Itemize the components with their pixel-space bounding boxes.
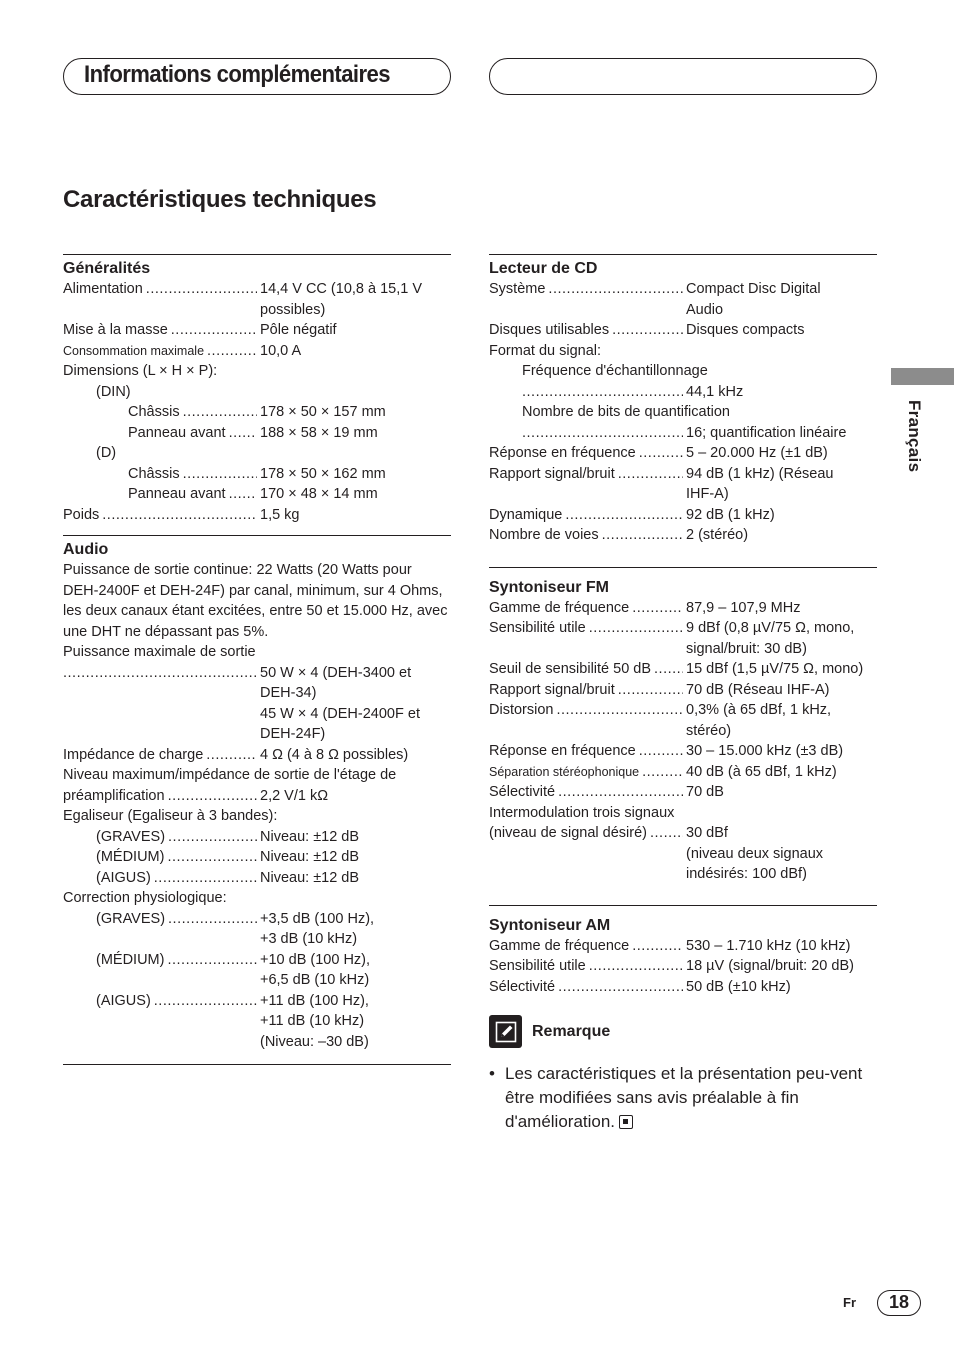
spec-key: (MÉDIUM) [96,951,165,968]
note-header [489,1015,877,1048]
spec-row [63,279,451,320]
spec-value: 178 × 50 × 157 mm [260,404,386,420]
spec-value: 530 – 1.710 kHz (10 kHz) [686,937,851,954]
spec-value: 14,4 V CC (10,8 à 15,1 V [260,281,423,297]
spec-value: 30 dBf [686,825,728,841]
audio-title: Audio [63,541,109,558]
spec-key: Gamme de fréquence [489,937,630,954]
pencil-note-icon [489,1015,522,1048]
fm-title: Syntoniseur FM [489,578,610,596]
spec-value: possibles) [260,301,326,318]
spec-key: Puissance maximale de sortie [63,644,256,660]
spec-key: (niveau de signal désiré) [489,825,647,841]
generalites-title: Généralités [63,260,151,277]
spec-value: 92 dB (1 kHz) [686,506,775,523]
spec-key: Niveau maximum/impédance de sortie de l'étage de [63,767,397,783]
spec-value: 188 × 58 × 19 mm [260,424,378,441]
bullet: • [489,1064,495,1083]
spec-key: Système [489,281,546,297]
spec-value: (Niveau: –30 dB) [260,1033,369,1050]
spec-value: DEH-34) [260,685,317,701]
spec-row [489,505,877,526]
spec-row [63,505,451,526]
spec-subheading: (DIN) [96,383,131,400]
generalites-block [63,254,451,525]
footer-language: Fr [843,1295,856,1310]
spec-value: signal/bruit: 30 dB) [686,640,807,657]
spec-value: +6,5 dB (10 kHz) [260,972,370,988]
spec-key: Distorsion [489,702,554,718]
spec-value: Niveau: ±12 dB [260,828,360,845]
spec-value: 15 dBf (1,5 µV/75 Ω, mono) [686,661,864,677]
note-text: Les caractéristiques et la présentation peu-vent être modifiées sans avis préalable à fin d'amélioration. [505,1064,863,1131]
cd-block [489,254,877,546]
page-number: 18 [877,1290,921,1316]
spec-key: Alimentation [63,281,143,297]
spec-value: 50 W × 4 (DEH-3400 et [260,664,412,681]
fm-block [489,567,877,885]
spec-value: Pôle négatif [260,322,337,338]
spec-row [489,525,877,546]
spec-value: 50 dB (±10 kHz) [686,978,791,995]
spec-row [63,663,451,745]
spec-key: Panneau avant [128,424,226,441]
spec-row [489,279,877,320]
spec-row [489,618,877,659]
spec-row [489,423,877,444]
spec-value: 178 × 50 × 162 mm [260,465,386,482]
spec-value: stéréo) [686,722,732,739]
spec-row [63,423,451,444]
spec-key: Sélectivité [489,978,556,995]
spec-row [489,443,877,464]
spec-row [63,484,451,505]
spec-value: 40 dB (à 65 dBf, 1 kHz) [686,763,837,780]
spec-row [489,782,877,803]
spec-row [489,956,877,977]
spec-key: Nombre de voies [489,527,599,543]
spec-key: Rapport signal/bruit [489,681,615,698]
section-title: Caractéristiques techniques [63,186,377,213]
spec-value: 2,2 V/1 kΩ [260,787,329,804]
spec-row [489,823,877,885]
audio-bottom-rule [63,1052,451,1065]
spec-key: (GRAVES) [96,910,166,927]
spec-row [489,936,877,957]
spec-row [489,680,877,701]
spec-value: 44,1 kHz [686,383,744,400]
spec-key: Disques utilisables [489,322,610,338]
spec-key: Sensibilité utile [489,958,586,974]
spec-key: Consommation maximale [63,343,205,358]
spec-value: Audio [686,301,724,318]
spec-value: 1,5 kg [260,506,300,523]
spec-value: 0,3% (à 65 dBf, 1 kHz, [686,702,832,718]
spec-key: Intermodulation trois signaux [489,804,675,821]
spec-key: Rapport signal/bruit [489,465,615,482]
spec-row [63,909,451,950]
spec-key: Dynamique [489,506,563,523]
spec-value: +11 dB (100 Hz), [260,992,369,1009]
spec-row [63,847,451,868]
spec-value: 5 – 20.000 Hz (±1 dB) [686,445,828,461]
audio-block [63,535,451,1065]
spec-value: 9 dBf (0,8 µV/75 Ω, mono, [686,620,855,636]
spec-row [489,320,877,341]
spec-row [489,382,877,403]
note-text-wrap [505,1062,877,1134]
spec-key: Egaliseur (Egaliseur à 3 bandes): [63,808,278,824]
spec-value: Compact Disc Digital [686,281,821,297]
spec-value: (niveau deux signaux [686,845,824,862]
header-box-left [63,58,451,95]
header-title: Informations complémentaires [84,61,391,88]
spec-value: 2 (stéréo) [686,527,749,543]
spec-key: Réponse en fréquence [489,743,636,759]
spec-value: +11 dB (10 kHz) [260,1013,365,1029]
spec-key: Dimensions (L × H × P): [63,363,218,379]
spec-row [489,977,877,998]
spec-row [63,786,451,807]
spec-key: (AIGUS) [96,869,151,886]
spec-key: Gamme de fréquence [489,599,630,616]
spec-value: 170 × 48 × 14 mm [260,486,378,502]
audio-paragraph: Puissance de sortie continue: 22 Watts (20 Watts pour DEH-2400F et DEH-24F) par canal, minimum, sur 4 Ohms, les deux canaux étant excitées, entre 50 et 15.000 Hz, avec une DHT ne dépassant pas 5%. [63,562,448,640]
note-body [489,1062,877,1134]
spec-row [63,745,451,766]
spec-value: Disques compacts [686,322,805,338]
spec-key: (MÉDIUM) [96,849,165,865]
spec-row [63,950,451,991]
spec-row [63,868,451,889]
spec-value: 45 W × 4 (DEH-2400F et [260,705,420,722]
spec-key: Réponse en fréquence [489,445,636,461]
left-column [63,254,451,1065]
spec-row [63,402,451,423]
spec-value: 16; quantification linéaire [686,424,847,441]
note-title: Remarque [532,1022,611,1040]
spec-value: 70 dB [686,784,724,800]
spec-value: 94 dB (1 kHz) (Réseau [686,465,834,482]
spec-key: Fréquence d'échantillonnage [522,363,708,379]
spec-key: Seuil de sensibilité 50 dB [489,661,652,677]
spec-value: 87,9 – 107,9 MHz [686,599,801,616]
spec-key: Poids [63,506,100,523]
spec-key: (AIGUS) [96,992,151,1009]
note-section [489,1015,877,1134]
spec-value: Niveau: ±12 dB [260,869,360,886]
spec-row [63,991,451,1053]
spec-key: Nombre de bits de quantification [522,404,730,420]
spec-key: Séparation stéréophonique [489,764,640,779]
spec-row [63,464,451,485]
spec-value: +3 dB (10 kHz) [260,931,358,947]
spec-row [63,827,451,848]
spec-key: Panneau avant [128,486,226,502]
spec-row [489,700,877,741]
spec-value: Niveau: ±12 dB [260,849,360,865]
spec-key: Sensibilité utile [489,620,586,636]
header-box-right [489,58,877,95]
spec-value: DEH-24F) [260,726,326,742]
spec-row [489,762,877,783]
am-title: Syntoniseur AM [489,916,611,934]
spec-row [63,341,451,362]
spec-value: 18 µV (signal/bruit: 20 dB) [686,958,854,974]
spec-key: Correction physiologique: [63,890,227,906]
spec-key: Format du signal: [489,342,602,359]
spec-key: préamplification [63,787,165,804]
spec-key: Châssis [128,465,180,482]
spec-value: indésirés: 100 dBf) [686,866,807,882]
spec-row [489,598,877,619]
spec-row [489,464,877,505]
spec-key: Châssis [128,404,180,420]
right-column [489,254,877,997]
spec-row [63,320,451,341]
spec-row [489,659,877,680]
am-block [489,905,877,998]
spec-key: Mise à la masse [63,322,168,338]
spec-value: 30 – 15.000 kHz (±3 dB) [686,743,844,759]
cd-title: Lecteur de CD [489,260,598,277]
spec-key: Sélectivité [489,784,556,800]
spec-value: 4 Ω (4 à 8 Ω possibles) [260,746,409,763]
language-label: Français [905,400,924,473]
spec-value: 10,0 A [260,342,302,359]
spec-key: Impédance de charge [63,746,204,763]
spec-value: +3,5 dB (100 Hz), [260,910,375,927]
spec-row [489,741,877,762]
end-square-icon [619,1115,633,1129]
spec-value: IHF-A) [686,486,729,502]
language-tab [891,368,954,385]
spec-subheading: (D) [96,445,117,461]
spec-key: (GRAVES) [96,828,166,845]
spec-value: +10 dB (100 Hz), [260,951,371,968]
spec-value: 70 dB (Réseau IHF-A) [686,681,830,698]
